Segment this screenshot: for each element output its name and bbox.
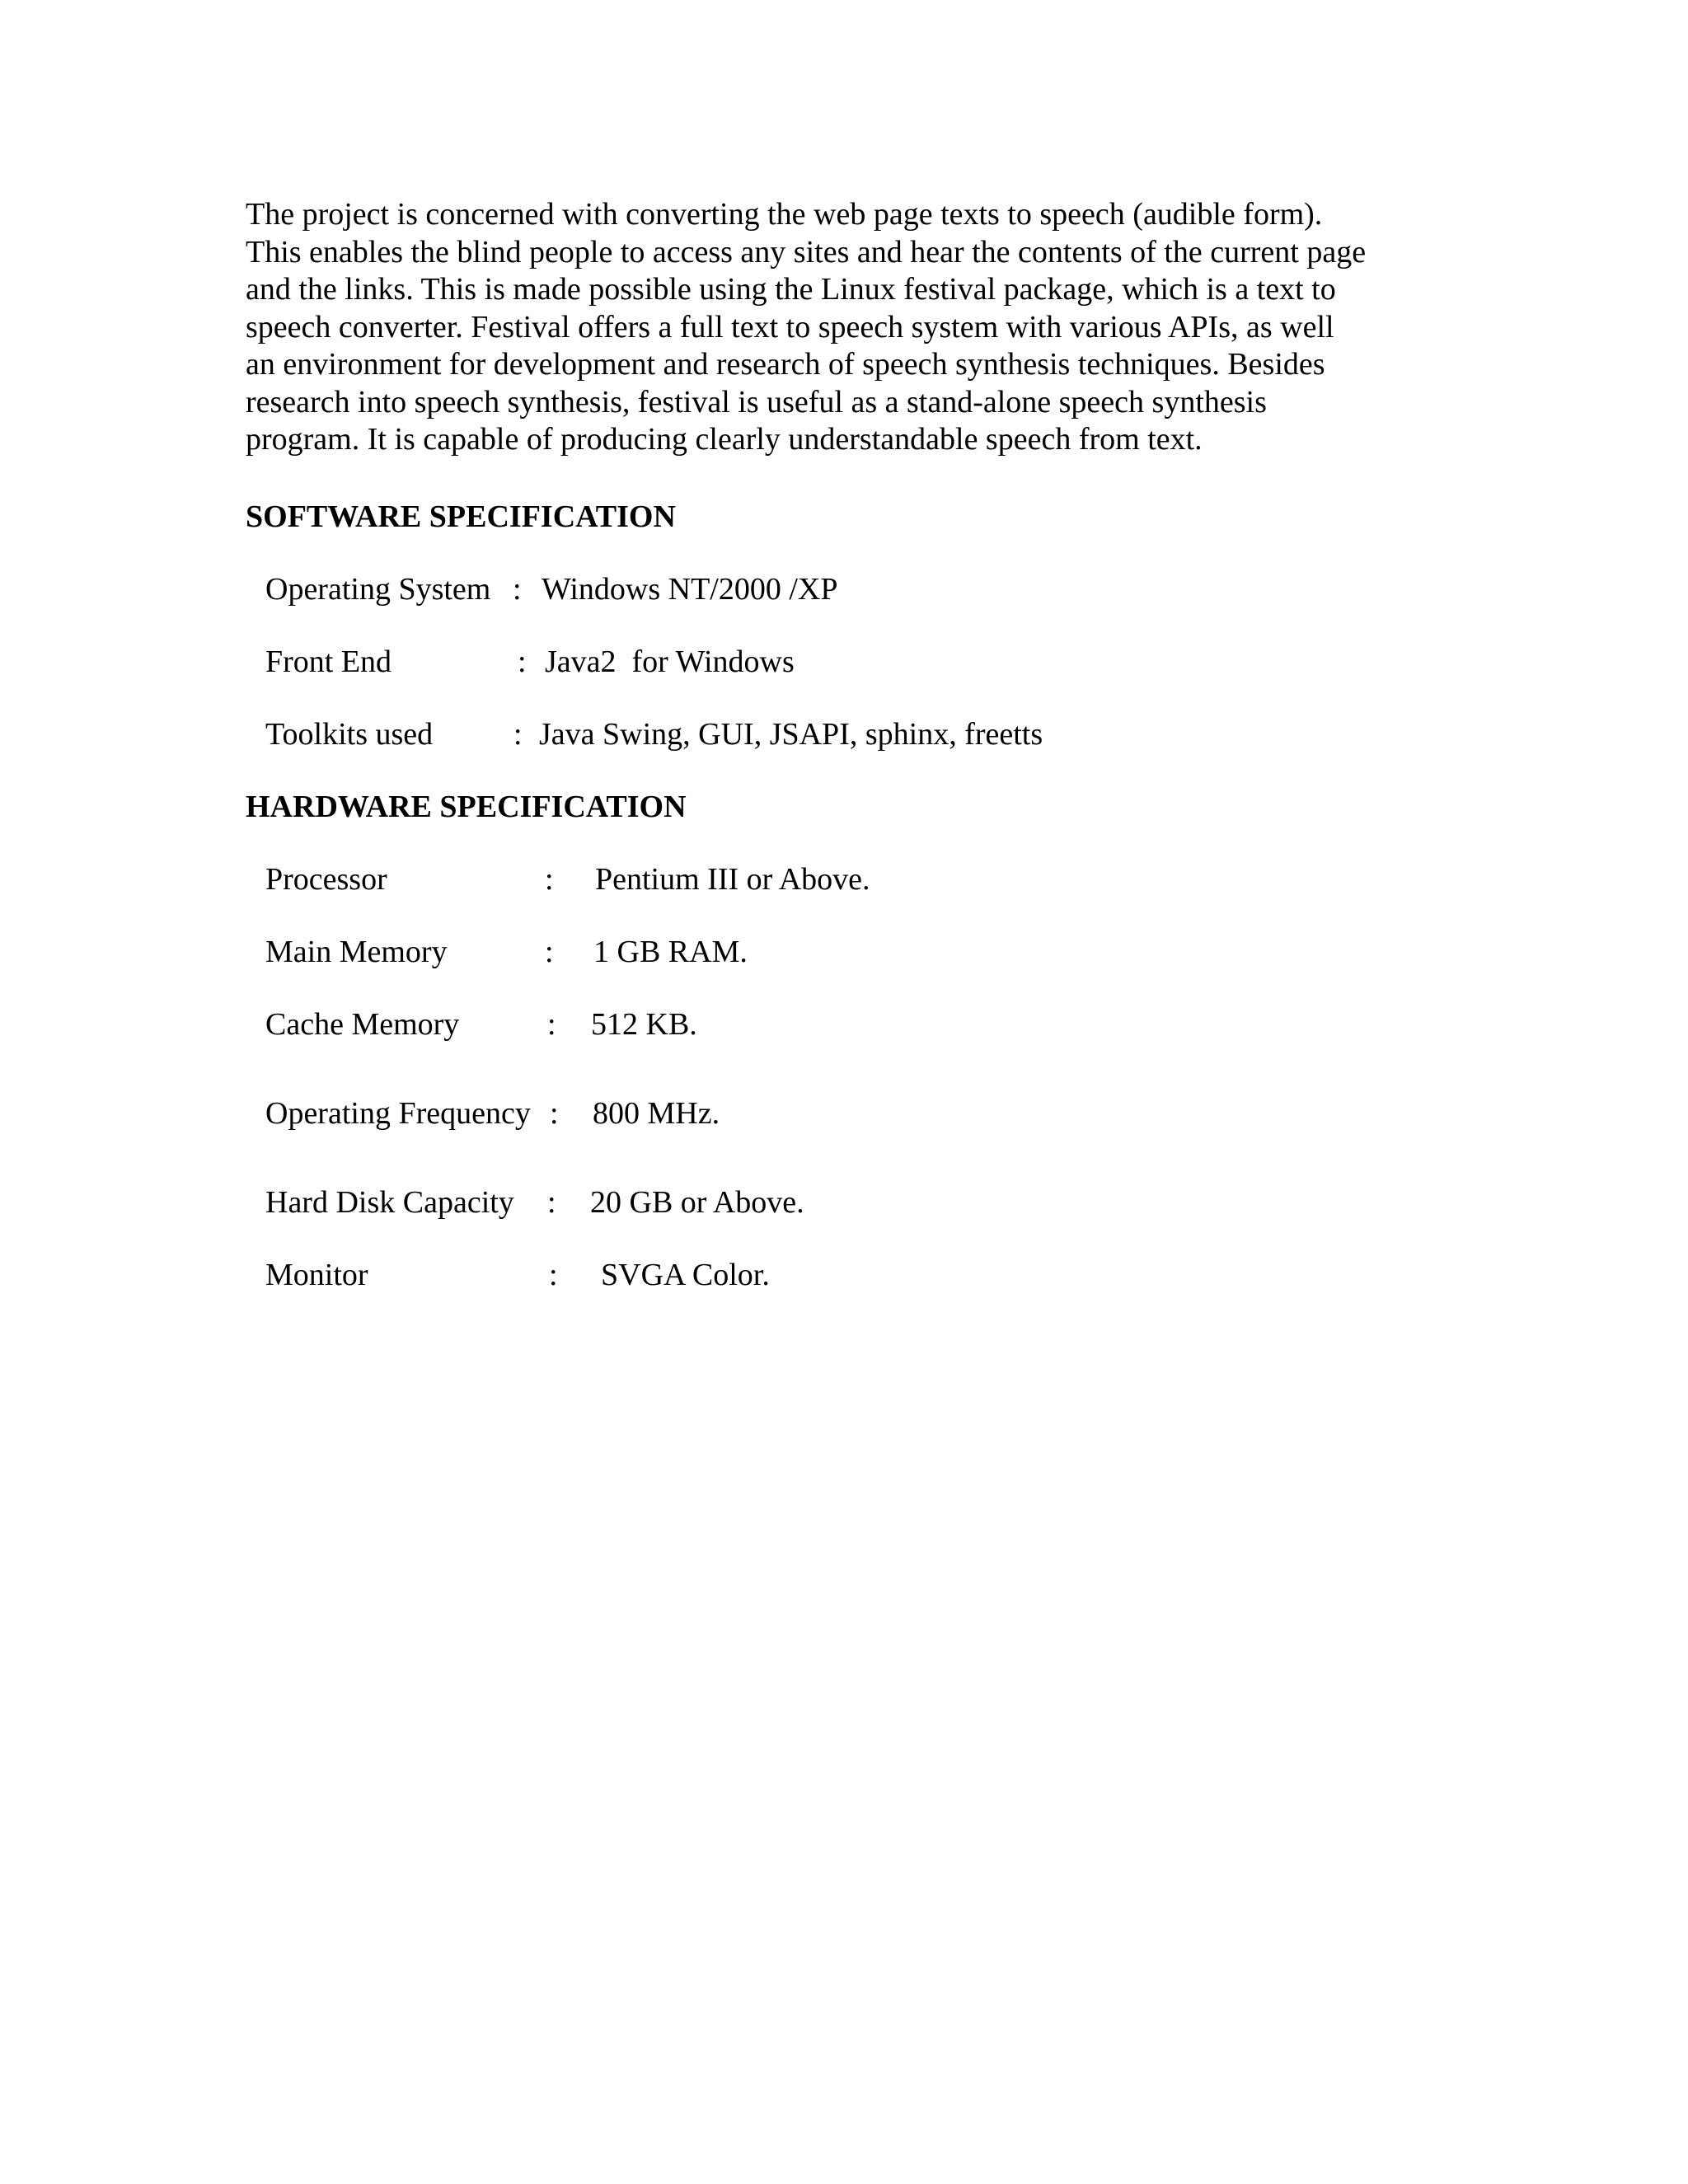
- intro-paragraph: [246, 196, 1449, 459]
- intro-line: program. It is capable of producing clearly understandable speech from text.: [246, 422, 1203, 457]
- spec-colon: :: [513, 572, 522, 607]
- spec-value: Java2 for Windows: [545, 644, 795, 679]
- spec-colon: :: [545, 935, 554, 969]
- intro-line: The project is concerned with converting the web page texts to speech (audible form).: [246, 197, 1323, 232]
- hardware-row-main-memory: [265, 932, 1254, 972]
- spec-colon: :: [549, 1258, 558, 1292]
- spec-value: 512 KB.: [591, 1007, 697, 1042]
- software-row-front-end: [265, 642, 1254, 682]
- hardware-row-processor: [265, 860, 1254, 899]
- intro-line: and the links. This is made possible using the Linux festival package, which is a text to: [246, 272, 1336, 307]
- spec-label: Hard Disk Capacity: [265, 1185, 514, 1220]
- spec-value: Pentium III or Above.: [595, 862, 870, 897]
- spec-label: Cache Memory: [265, 1007, 460, 1042]
- software-row-toolkits-used: [265, 715, 1254, 754]
- hardware-heading: HARDWARE SPECIFICATION: [246, 790, 687, 824]
- spec-colon: :: [513, 717, 523, 752]
- hardware-row-hard-disk-capacity: [265, 1183, 1254, 1222]
- spec-value: Windows NT/2000 /XP: [542, 572, 838, 607]
- intro-line: research into speech synthesis, festival is useful as a stand-alone speech synthesis: [246, 384, 1267, 419]
- spec-colon: :: [547, 1007, 556, 1042]
- spec-label: Toolkits used: [265, 717, 434, 752]
- spec-colon: :: [545, 862, 554, 897]
- intro-line: This enables the blind people to access any sites and hear the contents of the current page: [246, 234, 1367, 269]
- spec-label: Monitor: [265, 1258, 368, 1292]
- intro-line: speech converter. Festival offers a full text to speech system with various APIs, as well: [246, 309, 1334, 344]
- spec-value: 20 GB or Above.: [590, 1185, 804, 1220]
- software-row-operating-system: [265, 569, 1254, 609]
- spec-label: Main Memory: [265, 935, 448, 969]
- hardware-row-operating-frequency: [265, 1094, 1254, 1133]
- spec-colon: :: [518, 644, 527, 679]
- intro-line: an environment for development and research of speech synthesis techniques. Besides: [246, 347, 1325, 382]
- hardware-row-monitor: [265, 1255, 1254, 1295]
- spec-value: SVGA Color.: [601, 1258, 770, 1292]
- software-heading: SOFTWARE SPECIFICATION: [246, 499, 676, 534]
- spec-value: 800 MHz.: [593, 1096, 720, 1131]
- spec-value: Java Swing, GUI, JSAPI, sphinx, freetts: [539, 717, 1043, 752]
- spec-colon: :: [550, 1096, 559, 1131]
- spec-colon: :: [547, 1185, 556, 1220]
- spec-label: Operating Frequency: [265, 1096, 531, 1131]
- spec-value: 1 GB RAM.: [593, 935, 748, 969]
- spec-label: Front End: [265, 644, 392, 679]
- spec-label: Operating System: [265, 572, 491, 607]
- hardware-row-cache-memory: [265, 1005, 1254, 1044]
- spec-label: Processor: [265, 862, 387, 897]
